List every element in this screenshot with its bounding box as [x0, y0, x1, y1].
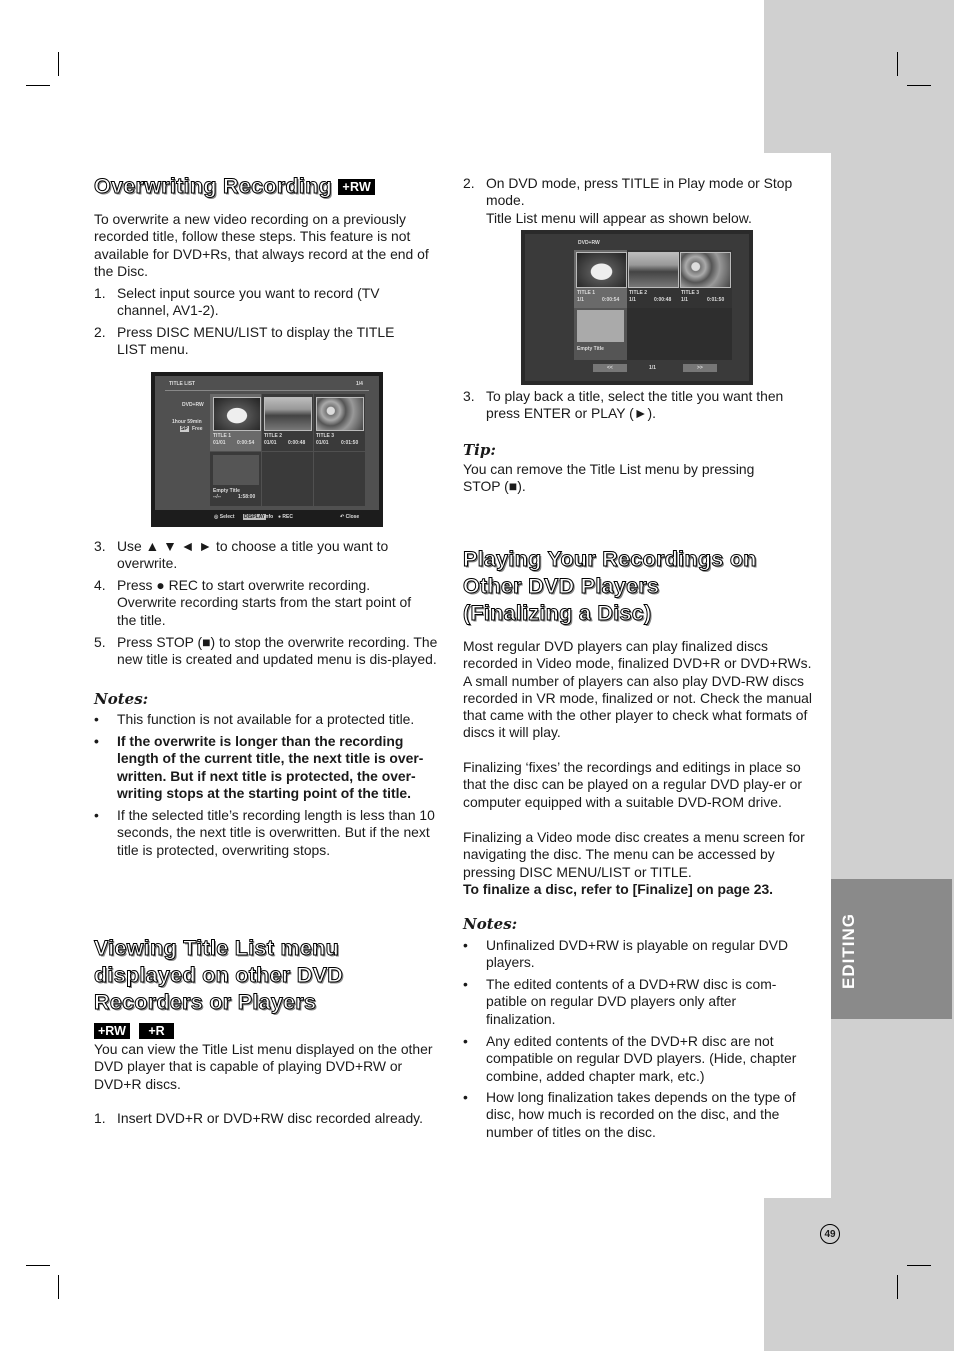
bullet: •	[463, 937, 468, 953]
list-item	[463, 388, 809, 423]
section-title-line: displayed on other DVD	[94, 963, 344, 987]
title-time: 0:00:54	[237, 440, 255, 446]
step-text: On DVD mode, press TITLE in Play mode or Stop mode.	[486, 175, 793, 209]
step-text: Use ▲ ▼ ◄ ► to choose a title you want to overwrite.	[117, 538, 389, 572]
bullet: •	[463, 976, 468, 992]
title-date: 1/1	[629, 297, 636, 303]
paragraph: Most regular DVD players can play finalized discs recorded in Video mode, finalized DVD+R or DVD+RWs. A small number of players can also play DVD-RW discs recorded in VR mode, finalized or not. Check the manual that came with the other player to check what formats of discs it will play.	[463, 638, 812, 741]
badge-row	[94, 1022, 174, 1040]
note-item	[94, 711, 440, 728]
screen-remaining: 1hour 59min	[172, 419, 202, 425]
footer-display: DISPLAY	[244, 514, 266, 520]
blank-slot	[262, 452, 313, 506]
section-title-line: Other DVD Players	[463, 574, 660, 598]
crop-mark	[58, 52, 59, 76]
note-item	[463, 976, 809, 1028]
step-text: Insert DVD+R or DVD+RW disc recorded already.	[117, 1110, 423, 1126]
step-number: 2.	[463, 175, 475, 191]
footer-rec-label: REC	[282, 514, 293, 520]
title-date: 1/1	[681, 297, 688, 303]
thumbnail	[628, 252, 679, 288]
list-item	[94, 634, 440, 669]
list-item	[94, 285, 440, 320]
thumbnail	[316, 397, 364, 431]
blank-slot	[679, 308, 732, 360]
step-number: 3.	[463, 388, 475, 404]
step-number: 2.	[94, 324, 106, 340]
step-text: Title List menu will appear as shown below.	[486, 209, 752, 226]
disc-badge: +R	[139, 1023, 173, 1039]
finalize-ref-text: To finalize a disc, refer to	[463, 881, 633, 897]
side-tab-label: EDITING	[839, 913, 858, 989]
note-item	[94, 733, 440, 802]
step-number: 1.	[94, 285, 106, 301]
title-time: 0:00:54	[602, 297, 620, 303]
note-text: Any edited contents of the DVD+R disc are not compatible on regular DVD players. (Hide, chapter combine, added chapter mark, etc.)	[486, 1033, 797, 1084]
footer-close: ↶ Close	[340, 514, 360, 520]
paragraph: Finalizing ‘fixes’ the recordings and editings in place so that the disc can be played on a regular DVD play-er or computer equipped with a suitable DVD-ROM drive.	[463, 759, 802, 810]
note-text: How long finalization takes depends on the type of disc, how much is recorded on the disc, and the number of titles on the disc.	[486, 1089, 796, 1140]
paragraph: To overwrite a new video recording on a previously recorded title, follow these steps. This feature is not available for DVD+Rs, that always record at the end of the Disc.	[94, 211, 429, 279]
page-indicator: 1/1	[649, 365, 656, 371]
player-title-list-screenshot	[521, 230, 753, 385]
step-number: 3.	[94, 538, 106, 554]
screen-mode: SP	[181, 426, 188, 432]
bullet: •	[463, 1089, 468, 1105]
footer-rec: ● REC	[278, 514, 293, 520]
notes-heading: Notes:	[94, 690, 149, 708]
crop-mark	[907, 1265, 931, 1266]
margin-band-bottom	[764, 1198, 954, 1351]
blank-slot	[627, 308, 679, 360]
crop-mark	[26, 1265, 50, 1266]
next-page-button: >>	[683, 364, 717, 372]
list-item	[463, 175, 809, 227]
bullet: •	[94, 733, 99, 749]
finalize-ref-link: [Finalize]	[632, 881, 693, 897]
notes-heading: Notes:	[463, 915, 518, 933]
disc-badge: +RW	[338, 179, 375, 195]
step-text: Press ● REC to start overwrite recording. Overwrite recording starts from the start point of the title.	[117, 577, 412, 628]
title-time: 0:00:48	[654, 297, 672, 303]
empty-title-name: Empty Title	[213, 488, 240, 494]
bullet: •	[94, 711, 99, 727]
list-item	[94, 324, 440, 359]
paragraph: You can view the Title List menu displayed on the other DVD player that is capable of playing DVD+RW or DVD+R discs.	[94, 1041, 433, 1092]
title-name: TITLE 1	[577, 290, 596, 296]
crop-mark	[26, 85, 50, 86]
section-title-line: Playing Your Recordings on	[463, 547, 757, 571]
section-title-line: Recorders or Players	[94, 990, 317, 1014]
disc-badge: +RW	[94, 1023, 130, 1039]
crop-mark	[58, 1275, 59, 1299]
note-text: If the overwrite is longer than the recording length of the current title, the next title is over-written. But if next title is protected, the over-writing stops at the starting point of the title.	[117, 733, 424, 801]
title-name: TITLE 3	[316, 433, 335, 439]
title-name: TITLE 1	[213, 433, 232, 439]
tip-text: You can remove the Title List menu by pressing STOP (■).	[463, 461, 755, 495]
list-item	[94, 1110, 444, 1127]
margin-band-top	[764, 0, 954, 153]
section-title-finalizing	[463, 546, 757, 627]
title-date: 01/01	[213, 440, 226, 446]
title-date: 1/1	[577, 297, 584, 303]
list-item	[94, 577, 440, 629]
footer-select-label: Select	[219, 514, 235, 520]
empty-title-name: Empty Title	[577, 346, 604, 352]
section-title-line: Viewing Title List menu	[94, 936, 340, 960]
note-text: The edited contents of a DVD+RW disc is com-patible on regular DVD players only after finalization.	[486, 976, 777, 1027]
title-list-screenshot	[151, 372, 383, 527]
page-number: 49	[820, 1224, 840, 1244]
note-text: Unfinalized DVD+RW is playable on regular DVD players.	[486, 937, 788, 971]
note-item	[463, 1089, 809, 1141]
thumbnail	[576, 252, 627, 288]
step-text: Select input source you want to record (TV channel, AV1-2).	[117, 285, 380, 319]
title-name: TITLE 2	[264, 433, 283, 439]
step-text: Press DISC MENU/LIST to display the TITLE LIST menu.	[117, 324, 395, 358]
thumbnail	[213, 397, 261, 431]
note-item	[463, 937, 809, 972]
thumbnail	[680, 252, 731, 288]
section-title-text: Overwriting Recording	[94, 174, 333, 198]
title-time: 0:01:50	[341, 440, 359, 446]
title-name: TITLE 3	[681, 290, 700, 296]
note-text: If the selected title’s recording length is less than 10 seconds, the next title is overwritten. But if the next title is protected, overwriting stops.	[117, 807, 435, 858]
step-text: Press STOP (■) to stop the overwrite recording. The new title is created and updated menu is dis-played.	[117, 634, 438, 668]
blank-slot	[314, 452, 365, 506]
paragraph-finalize-reference	[463, 881, 813, 898]
note-item	[463, 1033, 809, 1085]
title-time: 0:00:48	[288, 440, 306, 446]
screen-disc: DVD+RW	[182, 402, 204, 408]
empty-thumbnail	[213, 455, 259, 485]
title-date: 01/01	[264, 440, 277, 446]
thumbnail	[264, 397, 312, 431]
section-title-viewing	[94, 935, 343, 1016]
step-number: 1.	[94, 1110, 106, 1126]
tip-heading: Tip:	[463, 441, 496, 459]
footer-close-label: Close	[345, 514, 360, 520]
screen-page: 1/4	[356, 381, 363, 387]
prev-page-button: <<	[593, 364, 627, 372]
title-name: TITLE 2	[629, 290, 648, 296]
section-title-line: (Finalizing a Disc)	[463, 601, 652, 625]
margin-band-right	[831, 153, 954, 1198]
bullet: •	[463, 1033, 468, 1049]
list-item	[94, 538, 440, 573]
bullet: •	[94, 807, 99, 823]
empty-title-time: 1:58:00	[238, 494, 256, 500]
empty-thumbnail	[577, 310, 624, 342]
crop-mark	[907, 85, 931, 86]
screen-free: Free	[192, 426, 203, 432]
screen-disc: DVD+RW	[578, 240, 600, 246]
step-number: 5.	[94, 634, 106, 650]
title-time: 0:01:50	[707, 297, 725, 303]
finalize-ref-page: on page 23.	[692, 881, 774, 897]
empty-title-date: --/--	[213, 494, 222, 500]
step-number: 4.	[94, 577, 106, 593]
crop-mark	[897, 52, 898, 76]
footer-select: ◎ Select	[214, 514, 235, 520]
screen-header: TITLE LIST	[169, 381, 196, 387]
footer-info: Info	[264, 514, 274, 520]
note-text: This function is not available for a protected title.	[117, 711, 415, 727]
title-date: 01/01	[316, 440, 329, 446]
paragraph: Finalizing a Video mode disc creates a menu screen for navigating the disc. The menu can be accessed by pressing DISC MENU/LIST or TITLE.	[463, 829, 805, 880]
screen-divider	[165, 390, 369, 391]
section-title-overwriting	[94, 173, 375, 200]
step-text: To play back a title, select the title you want then press ENTER or PLAY (►).	[486, 388, 784, 422]
side-tab-label-box	[831, 879, 952, 1019]
note-item	[94, 807, 440, 859]
crop-mark	[897, 1275, 898, 1299]
